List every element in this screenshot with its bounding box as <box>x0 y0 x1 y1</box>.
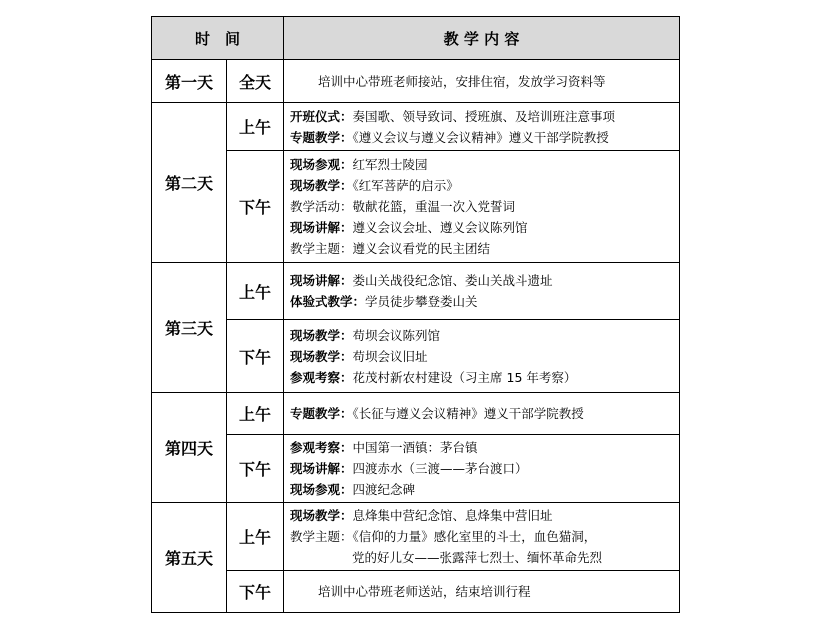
content-cell <box>284 571 680 613</box>
table-row <box>152 103 680 151</box>
content-line: 培训中心带班老师接站，安排住宿，发放学习资料等 <box>318 73 606 89</box>
content-line: 参观考察：中国第一酒镇：茅台镇 <box>290 440 478 455</box>
day-label: 第一天 <box>152 60 227 103</box>
table-row <box>152 571 680 613</box>
content-line: 参观考察：花茂村新农村建设（习主席 15 年考察） <box>290 369 577 385</box>
content-line: 现场教学：苟坝会议旧址 <box>290 348 428 364</box>
table-row <box>152 60 680 103</box>
content-line: 现场参观：红军烈士陵园 <box>290 157 428 172</box>
day-label: 第三天 <box>152 263 227 393</box>
table-row <box>152 435 680 503</box>
header-content: 教 学 内 容 <box>284 17 680 60</box>
content-cell <box>284 320 680 393</box>
content-line: 开班仪式：奏国歌、领导致词、授班旗、及培训班注意事项 <box>290 108 616 124</box>
slot-label: 上午 <box>227 393 284 435</box>
content-line: 现场教学：息烽集中营纪念馆、息烽集中营旧址 <box>290 508 553 523</box>
content-line: 现场讲解：四渡赤水（三渡——茅台渡口） <box>290 461 528 476</box>
table-row <box>152 263 680 320</box>
content-cell <box>284 435 680 503</box>
content-line: 教学活动：敬献花篮，重温一次入党誓词 <box>290 199 516 214</box>
content-cell <box>284 60 680 103</box>
content-line: 教学主题：《信仰的力量》感化室里的斗士，血色猫洞， <box>290 529 597 544</box>
content-line: 教学主题：遵义会议看党的民主团结 <box>290 241 491 256</box>
content-line: 现场教学：苟坝会议陈列馆 <box>290 327 441 343</box>
content-cell <box>284 151 680 263</box>
content-cell <box>284 393 680 435</box>
content-line: 党的好儿女——张露萍七烈士、缅怀革命先烈 <box>352 550 603 565</box>
slot-label: 上午 <box>227 503 284 571</box>
content-line: 现场讲解：遵义会议会址、遵义会议陈列馆 <box>290 220 528 235</box>
content-cell <box>284 263 680 320</box>
slot-label: 下午 <box>227 571 284 613</box>
header-row <box>152 17 680 60</box>
content-line: 现场讲解：娄山关战役纪念馆、娄山关战斗遗址 <box>290 273 553 288</box>
table-row <box>152 503 680 571</box>
table-row <box>152 151 680 263</box>
content-line: 现场教学：《红军菩萨的启示》 <box>290 178 459 193</box>
slot-label: 上午 <box>227 103 284 151</box>
content-cell <box>284 503 680 571</box>
day-label: 第四天 <box>152 393 227 503</box>
content-line: 体验式教学：学员徒步攀登娄山关 <box>290 294 478 309</box>
content-cell <box>284 103 680 151</box>
day-label: 第二天 <box>152 103 227 263</box>
header-time: 时 间 <box>152 17 284 60</box>
table-row <box>152 393 680 435</box>
schedule-table <box>151 16 680 613</box>
slot-label: 全天 <box>227 60 284 103</box>
content-line: 专题教学：《长征与遵义会议精神》遵义干部学院教授 <box>290 406 584 421</box>
table-row <box>152 320 680 393</box>
slot-label: 下午 <box>227 435 284 503</box>
slot-label: 上午 <box>227 263 284 320</box>
content-line: 专题教学：《遵义会议与遵义会议精神》遵义干部学院教授 <box>290 129 609 145</box>
day-label: 第五天 <box>152 503 227 613</box>
content-line: 现场参观：四渡纪念碑 <box>290 482 416 497</box>
slot-label: 下午 <box>227 151 284 263</box>
slot-label: 下午 <box>227 320 284 393</box>
content-line: 培训中心带班老师送站，结束培训行程 <box>318 584 531 599</box>
